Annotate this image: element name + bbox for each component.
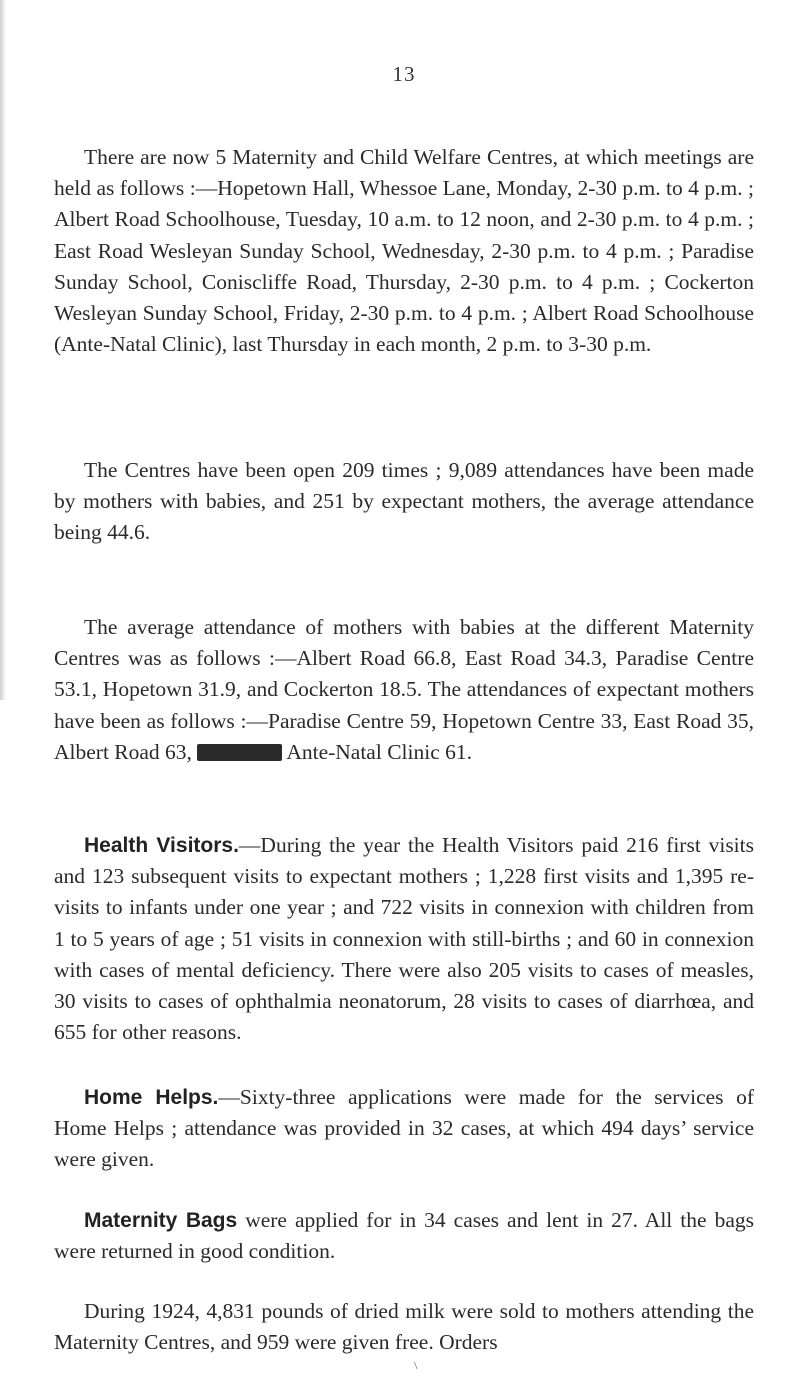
paragraph-centres-schedule: There are now 5 Maternity and Child Welfare Centres, at which meetings are held as follows :—Hopetown Hall, Whessoe Lane, Monday, 2-30 p.m. to 4 p.m. ; Albert Road Schoolhouse, Tuesday, 10 a.m. to 12 noon, and 2-30 p.m. to 4 p.m. ; East Road Wesleyan Sunday School, Wednesday, 2-30 p.m. to 4 p.m. ; Paradise Sunday School, Coniscliffe Road, Thursday, 2-30 p.m. to 4 p.m. ; Cockerton Wesleyan Sunday School, Friday, 2-30 p.m. to 4 p.m. ; Albert Road Schoolhouse (Ante-Natal Clinic), last Thursday in each month, 2 p.m. to 3-30 p.m. [54,145,754,357]
heading-maternity-bags: Maternity Bags [84,1209,238,1232]
heading-health-visitors: Health Visitors. [84,834,239,857]
paragraph-centres-attendance: The Centres have been open 209 times ; 9,089 attendances have been made by mothers with babies, and 251 by expectant mothers, the average attendance being 44.6. [54,458,754,545]
paragraph-home-helps [54,1082,754,1176]
page-number: 13 [392,62,416,86]
page-edge-shadow [0,0,6,700]
average-attendance-text-end: Ante-Natal Clinic 61. [286,739,473,764]
footer-mark: \ [414,1358,418,1372]
home-helps-text: —Sixty-three applications were made for the services of Home Helps ; attendance was provided in 32 cases, at which 494 days’ service were given. [54,1085,755,1172]
paragraph-maternity-bags [54,1205,754,1267]
paragraph-health-visitors [54,830,754,1048]
paragraph-dried-milk: During 1924, 4,831 pounds of dried milk were sold to mothers attending the Maternity Centres, and 959 were given free. Orders [54,1299,754,1355]
heading-home-helps: Home Helps. [84,1086,219,1109]
average-attendance-text: The average attendance of mothers with babies at the different Maternity Centres was as follows :—Albert Road 66.8, East Road 34.3, Paradise Centre 53.1, Hopetown 31.9, and Cockerton 18.5. The attendances of expectant mothers have been as follows :—Paradise Centre 59, Hopetown Centre 33, East Road 35, Albert Road 63, [54,615,754,764]
redacted-text [197,744,282,761]
paragraph-average-attendance [54,612,754,768]
maternity-bags-text: were applied for in 34 cases and lent in 27. All the bags were returned in good condition. [54,1208,754,1264]
health-visitors-text: —During the year the Health Visitors paid 216 first visits and 123 subsequent visits to expectant mothers ; 1,228 first visits and 1,395 re-visits to infants under one year ; and 722 visits in connexion with children from 1 to 5 years of age ; 51 visits in connexion with still-births ; and 60 in connexion with cases of mental deficiency. There were also 205 visits to cases of measles, 30 visits to cases of ophthalmia neonatorum, 28 visits to cases of diarrhœa, and 655 for other reasons. [54,833,754,1045]
